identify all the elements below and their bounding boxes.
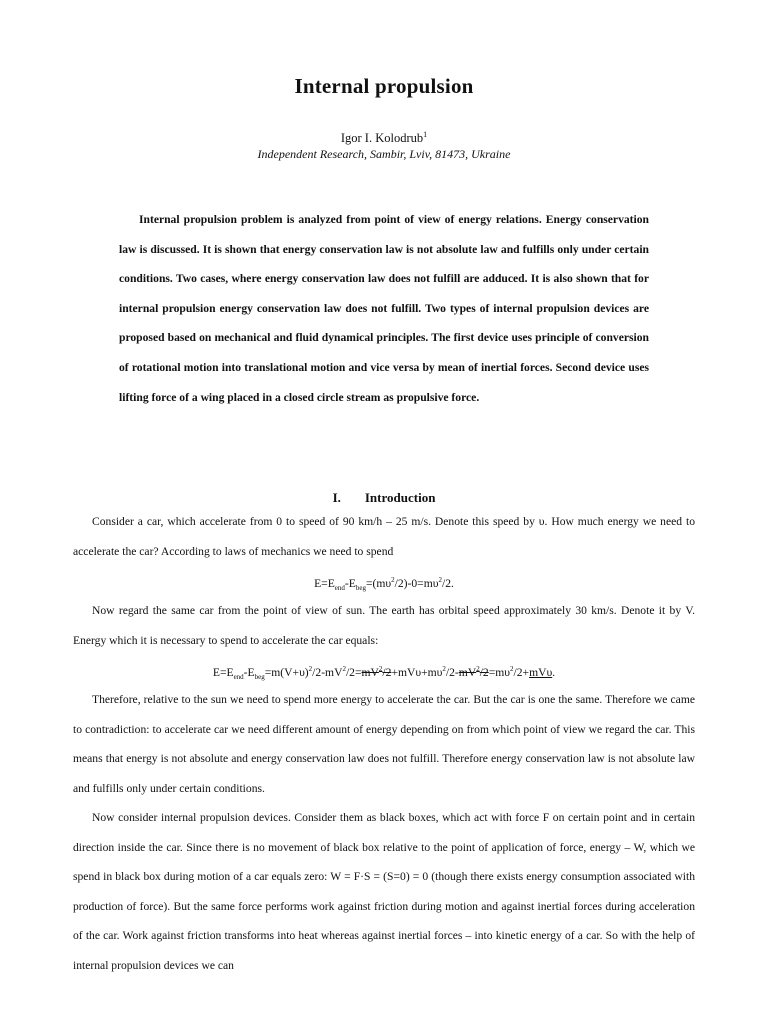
eq2-part: +mVυ+mυ [391,665,443,679]
paragraph-1: Consider a car, which accelerate from 0 to speed of 90 km/h – 25 m/s. Denote this speed by υ. How much energy we need to accelerate the car? According to laws of mechanics we need to spend [73,515,695,558]
eq1-part: /2)-0=mυ [394,576,439,590]
author-footnote-mark: 1 [423,130,428,139]
author-affiliation: Independent Research, Sambir, Lviv, 81473, Ukraine [257,147,511,161]
paper-title: Internal propulsion [294,74,474,98]
eq2-part: /2 [479,665,489,679]
section-number: I. [332,490,341,505]
section-title: Introduction [364,490,436,505]
paragraph-4: Now consider internal propulsion devices. Consider them as black boxes, which act with force F on certain point and in certain direction inside the car. Since there is no movement of black box relative to the point of application of force, energy – W, which we spend in black box during motion of a car equals zero: W = F·S = (S=0) = 0 (though there exists energy consumption associated with production of force). But the same force performs work against friction during motion and against inertial forces during acceleration of the car. Work against friction transforms into heat whereas against inertial forces – into kinetic energy of a car. So with the help of internal propulsion devices we can [73,811,695,972]
eq2-part: mV [361,665,379,679]
eq2-part: . [552,665,556,679]
eq1-sub: beg [355,584,366,593]
eq2-struck-term [459,666,489,679]
eq2-sup: 2 [476,665,480,673]
eq2-sup: 2 [378,665,383,673]
paragraph-3: Therefore, relative to the sun we need to spend more energy to accelerate the car. But the car is one the same. Therefore we came to contradiction: to accelerate car we need different amount of energy depending on from which point of view we regard the car. This means that energy is not absolute and energy conservation law does not fulfill. Therefore energy conservation law is not absolute law and fulfills only under certain conditions. [73,693,695,795]
eq2-sub: end [233,673,244,682]
eq2-part: mV [458,665,477,679]
eq1-part: /2. [441,576,454,590]
eq2-part: -E [243,665,255,679]
eq2-struck-term [362,666,392,679]
eq2-sup: 2 [342,665,346,673]
eq2-part: /2= [345,665,362,679]
abstract: Internal propulsion problem is analyzed from point of view of energy relations. Energy conservation law is discussed. It is shown that energy conservation law is not absolute law and fulfills only under certain conditions. Two cases, where energy conservation law does not fulfill are adduced. It is also shown that for internal propulsion energy conservation law does not fulfill. Two types of internal propulsion devices are proposed based on mechanical and fluid dynamical principles. The first device uses principle of conversion of rotational motion into translational motion and vice versa by mean of inertial forces. Second device uses lifting force of a wing placed in a closed circle stream as propulsive force. [119,213,649,404]
eq2-part: /2-mV [312,665,343,679]
eq1-sub: end [334,584,345,593]
author-line [0,130,768,146]
eq2-part: =mυ [488,665,511,679]
eq2-part: E=E [212,665,234,679]
eq1-part: -E [344,576,356,590]
eq1-part: =(mυ [365,576,392,590]
eq2-sub: beg [254,673,265,682]
eq2-underlined-term: mVυ [529,665,553,679]
eq1-sup: 2 [438,576,442,584]
author-name: Igor I. Kolodrub [340,131,424,146]
section-heading [0,490,768,506]
eq2-part: /2 [382,665,392,679]
eq2-sup: 2 [442,665,446,673]
eq2-sup: 2 [510,665,514,673]
paragraph-2: Now regard the same car from the point of view of sun. The earth has orbital speed approximately 30 km/s. Denote it by V. Energy which it is necessary to spend to accelerate the car equals: [73,604,695,647]
eq2-part: /2- [445,665,459,679]
eq1-sup: 2 [391,576,395,584]
eq2-sup: 2 [308,665,313,673]
eq2-part: =m(V+υ) [264,665,309,679]
eq2-part: /2+ [513,665,530,679]
eq1-part: E=E [314,576,335,590]
